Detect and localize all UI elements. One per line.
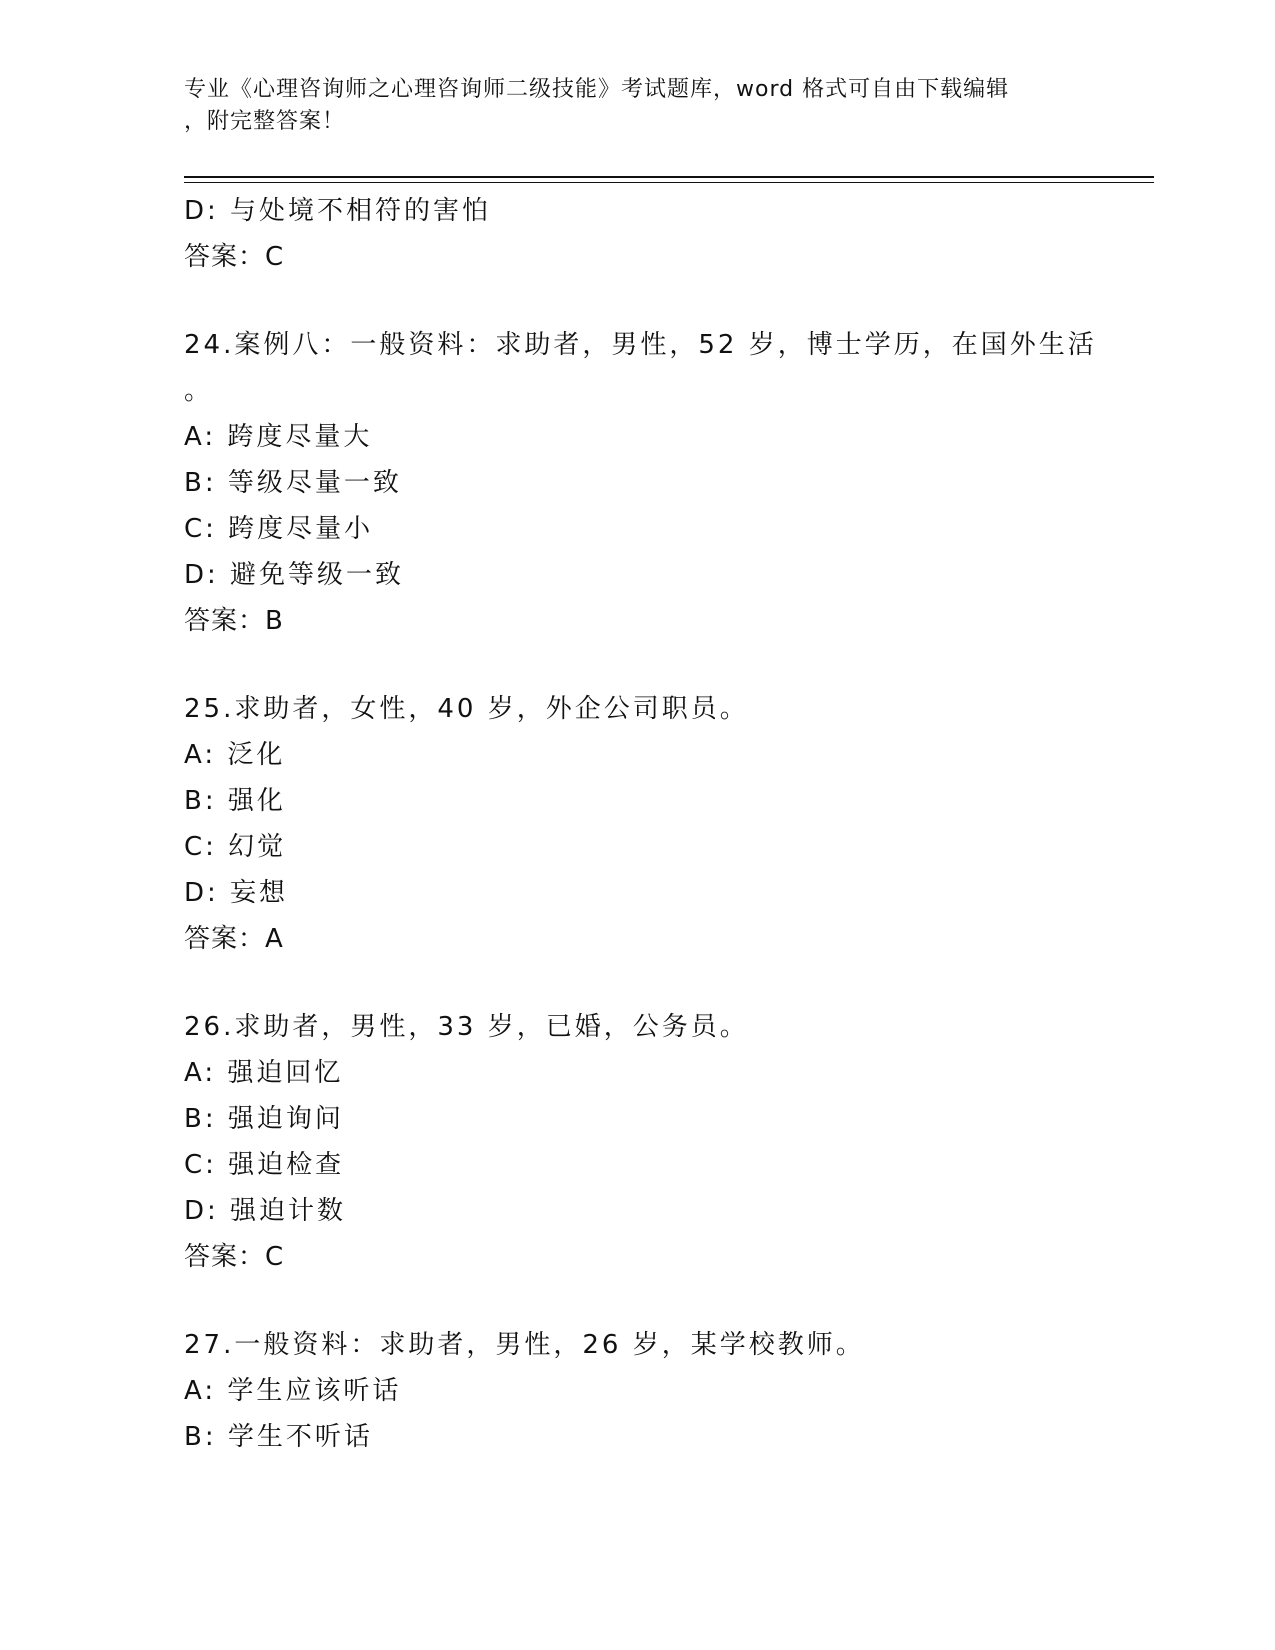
question-stem: 27.一般资料：求助者，男性，26 岁，某学校教师。 [184,1330,865,1360]
option-a: A: 泛化 [184,740,286,770]
option-b: B: 等级尽量一致 [184,468,402,498]
option-a: A: 强迫回忆 [184,1058,344,1088]
question-stem: 26.求助者，男性，33 岁，已婚，公务员。 [184,1012,749,1042]
option-d: D: 妄想 [184,878,289,908]
option-d: D: 避免等级一致 [184,560,405,590]
question-stem: 24.案例八：一般资料：求助者，男性，52 岁，博士学历，在国外生活 [184,330,1097,360]
header-divider-thick [184,176,1154,178]
option-c: C: 幻觉 [184,832,287,862]
answer-line: 答案：C [184,242,285,272]
spacer [184,280,1084,322]
option-c: C: 强迫检查 [184,1150,345,1180]
document-header: 专业《心理咨询师之心理咨询师二级技能》考试题库，word 格式可自由下载编辑 ，附完整答案！ [184,77,1010,134]
option-d: D: 与处境不相符的害怕 [184,196,492,226]
question-stem: 25.求助者，女性，40 岁，外企公司职员。 [184,694,749,724]
option-b: B: 强迫询问 [184,1104,344,1134]
answer-line: 答案：C [184,1242,285,1272]
answer-line: 答案：B [184,606,284,636]
spacer [184,644,1084,686]
option-d: D: 强迫计数 [184,1196,347,1226]
option-b: B: 强化 [184,786,286,816]
question-stem-continuation: 。 [184,376,211,406]
spacer [184,1280,1084,1322]
question-content [184,188,1097,1460]
option-a: A: 跨度尽量大 [184,422,373,452]
option-a: A: 学生应该听话 [184,1376,402,1406]
header-divider-thin [184,182,1154,183]
option-c: C: 跨度尽量小 [184,514,374,544]
spacer [184,962,1084,1004]
option-b: B: 学生不听话 [184,1422,373,1452]
answer-line: 答案：A [184,924,284,954]
